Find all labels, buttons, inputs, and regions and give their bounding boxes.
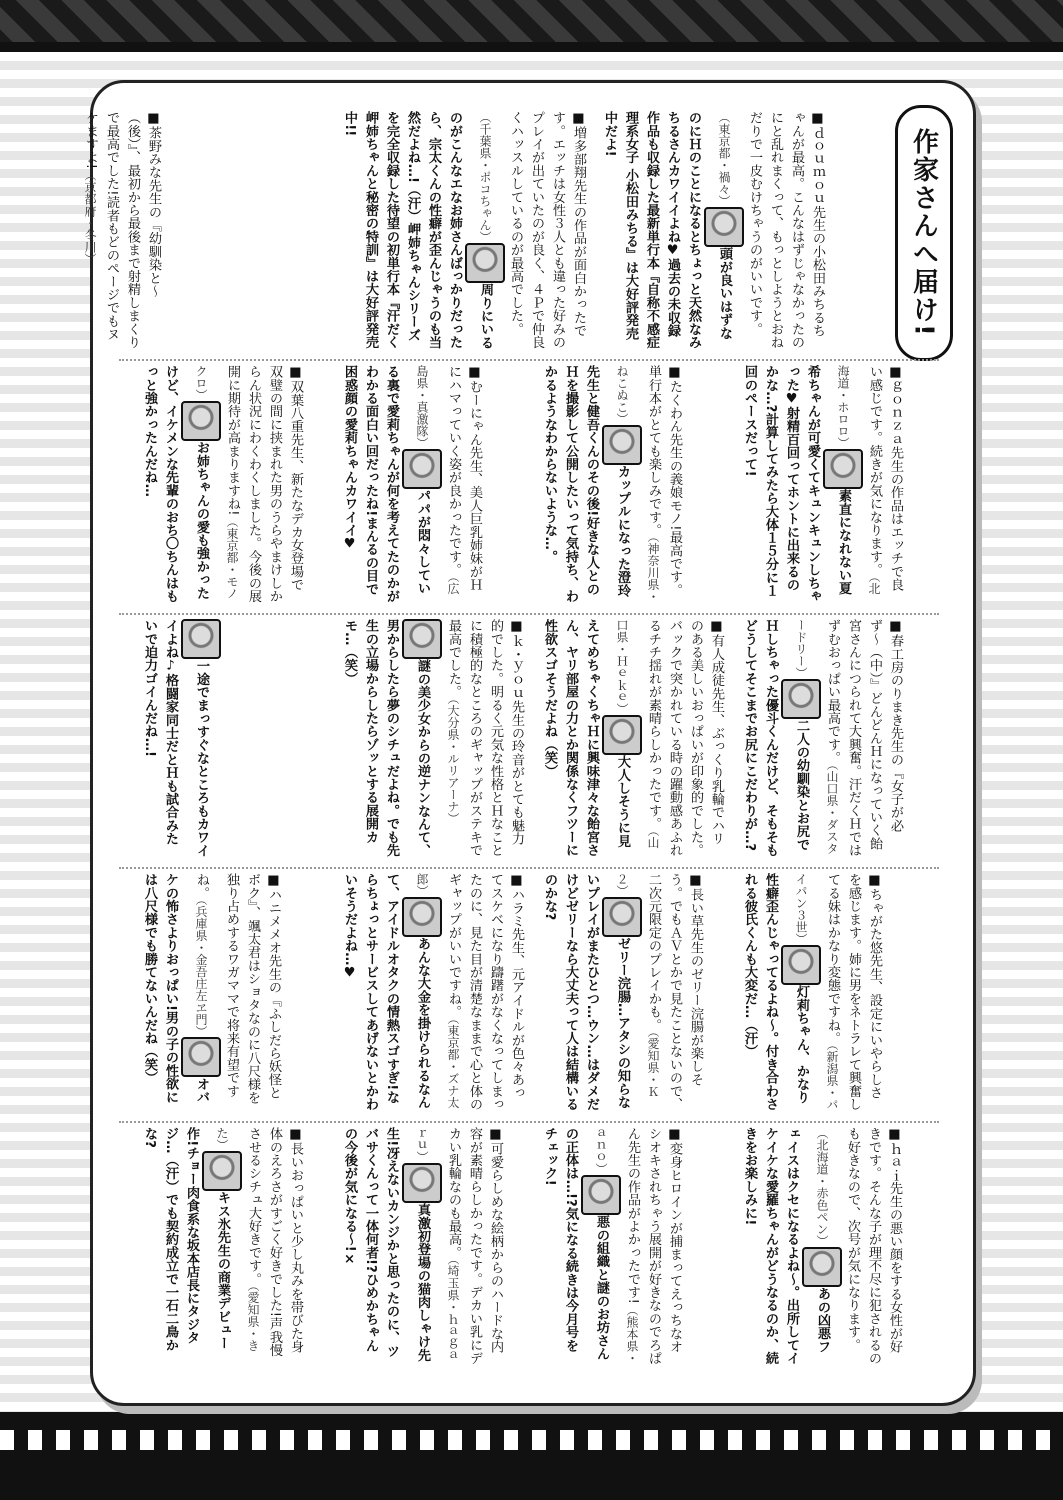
editor-reply: お姉ちゃんの愛も強かったけど、イケメンな先輩のおち〇ちんはもっと強かったんだね… (142, 365, 209, 603)
reader-letter: ■たくわん先生の義娘モノ!最高です。単行本がとても楽しみです。 (646, 365, 682, 597)
top-pattern-band (0, 0, 1063, 52)
reader-signature: （東京都・モノクロ） (194, 365, 239, 600)
letter-text (339, 873, 527, 1111)
letter-entry (339, 111, 589, 355)
letter-entry (739, 1127, 929, 1371)
editor-reply: 悪の組織と謎のお坊さんの正体は…!?気になる続きは今月号をチェック! (542, 1127, 609, 1361)
reader-signature: （兵庫県・金吾庄左ヱ門） (194, 899, 208, 1038)
editor-reply: カップルになった澄玲先生と健吾くんのその後!好きな人とのＨを撮影して公開したいって気持ち、わかるようなわからないような…。 (542, 365, 630, 603)
reader-letter: ■双葉八重先生、新たなデカ女登場で双璧の間に挟まれた男のうらやまけしからん状況にわくわくしました。今後の展開に期待が高まりますね! (225, 365, 303, 603)
letter-text (539, 873, 706, 1111)
letter-text (139, 365, 306, 603)
letters-panel (83, 80, 976, 1406)
letter-entry (739, 619, 929, 863)
editor-avatar-icon (823, 449, 863, 489)
letter-text (739, 365, 906, 603)
letters-row (83, 105, 939, 361)
letter-entry (339, 365, 529, 609)
reader-signature: （京都府・冬川） (83, 169, 97, 266)
reader-signature: （山口県・Ｈｅｋｅ） (615, 619, 660, 849)
reader-signature: （広島県・真激隊） (415, 365, 460, 595)
editor-avatar-icon (181, 401, 221, 441)
editor-reply: 二人の幼馴染とお尻でＨしちゃった優斗くんだけど、そもそもどうしてそこまでお尻にこだわりが…? (742, 619, 809, 857)
letter-entry (539, 873, 729, 1117)
reader-letter: ■茶野みな先生の『幼馴染と〜（後）』、最初から最後まで射精しまくりで最高でした!読者もどのページでもヌケますよ! (83, 111, 161, 349)
letter-text (739, 873, 885, 1111)
editor-reply: 真激初登場の猫肉しゃけ先生!冴えないカンジかと思ったのに、ツバサくんって一体何者!?ひめかちゃんの今後が気になる〜!× (342, 1127, 430, 1362)
letter-entry (539, 365, 729, 609)
letter-text (539, 619, 727, 857)
letter-entry (139, 365, 329, 609)
letter-entry (339, 1127, 529, 1371)
reader-letter: ■増多部翔先生の作品が面白かったです。エッチは女性３人とも違った好みのプレイが出ていたのが良く、４Ｐで仲良くハッスルしているのが最高でした。 (508, 111, 586, 349)
letter-text (339, 111, 589, 349)
reader-letter: ■むーにゃん先生、美人巨乳姉妹がＨにハマっていく姿が良かったです。 (446, 365, 482, 592)
reader-signature: （新潟県・パイパン３世） (794, 873, 839, 1111)
letter-text (139, 619, 221, 857)
editor-avatar-icon (781, 679, 821, 719)
letter-entry (739, 873, 929, 1117)
editor-reply: 謎の美少女からの逆ナンなんて、男からしたら夢のシチュだよね。でも先生の立場からしたらゾッとする展開カモ…（笑） (342, 619, 430, 857)
letters-row (119, 1121, 939, 1375)
reader-signature: （埼玉県・ｈａｇａｒｕ） (415, 1127, 460, 1361)
editor-avatar-icon (181, 619, 221, 659)
letter-entry (139, 873, 329, 1117)
editor-avatar-icon (402, 897, 442, 937)
reader-signature: （愛知県・きた） (215, 1127, 260, 1352)
letter-text (539, 1127, 685, 1365)
letters-grid (83, 105, 939, 1375)
editor-reply: 一途でまっすぐなところもカワイイよね♪格闘家同士だとＨも試合みたいで迫力ゴイんだね…! (142, 619, 209, 857)
editor-reply: あんな大金を掛けられるなんて、アイドルオタクの情熱スゴすぎ!ならちょっとサービスしてあげないとかわいそうだよね…♥ (342, 873, 430, 1111)
editor-reply: 大人しそうに見えてめちゃくちゃＨに興味津々な飴宮さん、ヤリ部屋の力とか関係なくフツーに性欲スゴそうだよね（笑） (542, 619, 630, 857)
editor-avatar-icon (402, 1163, 442, 1203)
editor-reply: 頭が良いはずなのにＨのことになるとちょっと天然なみちるさんカワイイよね♥過去の未収録作品も収録した最新単行本『自称不感症理系女子 小松田みちる』は大好評発売中だよ! (602, 111, 732, 349)
reader-letter: ■春工房のりまき先生の『女子が必ず〜（中）』どんどんＨになっていく飴宮さんにつられて大興奮。汗だくＨではずむおっぱい最高です。 (825, 619, 903, 857)
letter-text (739, 619, 906, 857)
reader-letter: ■ちゃがた悠先生、設定にいやらしさを感じます。姉に男をネトラレて興奮してる妹はかなり変態ですね。 (825, 873, 882, 1111)
letter-text (339, 1127, 506, 1365)
reader-letter: ■ｄｏｕｍｏｕ先生の小松田みちるちゃんが最高。こんなはずじゃなかったのにと乱れまくって、もっとしようとおねだりで一皮むけちゃうのがいいです。 (747, 111, 825, 349)
reader-signature: （熊本県・ａｎｏ） (594, 1127, 639, 1364)
bottom-ticks (0, 1430, 1063, 1450)
reader-signature: （東京都・禍々） (717, 111, 731, 207)
editor-avatar-icon (704, 207, 744, 247)
reader-signature: （北海道・赤色ペン） (815, 1127, 829, 1247)
reader-letter: ■長い草先生のゼリー浣腸が楽しそう。でもＡＶとかで見たことないので、二次元限定のプレイかも。 (646, 873, 703, 1111)
letter-text (79, 111, 164, 349)
letter-entry (599, 111, 849, 355)
reader-letter: ■ハラミ先生、元アイドルが色々あってスケベになり躊躇がなくなってしまったのに、見た目が清楚なままで心と体のギャップがいいですね。 (446, 873, 524, 1111)
editor-avatar-icon (402, 619, 442, 659)
letter-entry (539, 1127, 729, 1371)
reader-letter: ■可愛らしめな絵柄からのハードな内容が素晴らしかったです。デカい乳にデカい乳輪なのも最高。 (446, 1127, 503, 1365)
letter-entry (79, 111, 329, 355)
letter-text (139, 873, 284, 1111)
letter-text (139, 1127, 306, 1365)
letter-text (739, 1127, 905, 1365)
reader-signature: （北海道・ホロロ） (836, 365, 881, 595)
editor-avatar-icon (465, 243, 505, 283)
editor-avatar-icon (602, 715, 642, 755)
reader-letter: ■ｋ・ｙｏｕ先生の玲音がとても魅力的でした。明るく元気な性格とＨなことに積極的なところのギャップがステキで最高でした。 (446, 619, 524, 857)
editor-reply: あの凶悪フェイスはクセになるよね〜。出所してイケイケな愛羅ちゃんがどうなるのか、続きをお楽しみに! (742, 1127, 830, 1365)
editor-reply: キス氷先生の商業デビュー作!チョー肉食系な坂本店長にタジタジ…（汗）でも契約成立で一石二鳥かな? (142, 1127, 230, 1352)
editor-avatar-icon (402, 449, 442, 489)
editor-avatar-icon (202, 1151, 242, 1191)
reader-letter: ■ハニメメオ先生の『ふしだら妖怪とボク』、颯太君はショタなのに八尺様を独り占めするワガママで将来有望ですね。 (194, 873, 281, 1104)
letter-entry (139, 619, 329, 863)
letters-row (119, 613, 939, 869)
editor-avatar-icon (602, 425, 642, 465)
reader-letter: ■ｇｏｎｚａ先生の作品はエッチで良い感じです。続きが気になります。 (867, 365, 903, 592)
letter-entry (339, 873, 529, 1117)
letter-entry (739, 365, 929, 609)
reader-letter: ■変身ヒロインが捕まってえっちなオシオキされちゃう展開が好きなのでろぱん先生の作品がよかったです! (625, 1127, 682, 1365)
reader-signature: （神奈川県・ねこぬこ） (615, 365, 660, 603)
editor-avatar-icon (602, 897, 642, 937)
reader-letter: ■有人成徒先生、ぶっくり乳輪でハリのある美しいおっぱいが印象的でした。バックで突かれている時の躍動感あふれるチチ揺れが素晴らしかったです。 (646, 619, 724, 857)
letters-row (119, 867, 939, 1123)
letter-text (339, 365, 485, 603)
editor-reply: パパが悶々している裏で愛莉ちゃんが何を考えてたのかがわかる面白い回だったね!まんるの目で困惑顔の愛莉ちゃんカワイイ♥ (342, 365, 430, 603)
editor-avatar-icon (781, 945, 821, 985)
letter-text (539, 365, 685, 603)
letter-text (599, 111, 828, 349)
page-title: 作家さんへ届け! (908, 128, 939, 338)
editor-avatar-icon (181, 1037, 221, 1077)
bottom-pattern-band (0, 1412, 1063, 1500)
reader-signature: （千葉県・ポコちゃん） (478, 111, 492, 243)
reader-letter: ■長いおっぱいと少し丸みを帯びた身体のえろさがすごく好きでした!声我慢させるシチュ大好きです。 (246, 1127, 303, 1357)
letters-row (119, 359, 939, 615)
letter-entry (539, 619, 729, 863)
reader-letter: ■ｈａｉ先生の悪い顔をする女性が好きです。そんな子が理不尽に犯されるのも好きなので、次号が気になります。 (845, 1127, 902, 1365)
editor-avatar-icon (802, 1247, 842, 1287)
editor-avatar-icon (581, 1175, 621, 1215)
editor-reply: ゼリー浣腸…アタシの知らないプレイがまたひとつ…ウン…はダメだけどゼリーなら大丈夫って人は結構いるのかな? (542, 873, 630, 1111)
letter-entry (339, 619, 529, 863)
reader-signature: （山口県・ダスタードリー） (794, 619, 839, 855)
reader-signature: （愛知県・Ｋ２） (615, 873, 660, 1098)
editor-reply: 周りにいるのがこんなエなお姉さんばっかりだったら、宗太くんの性癖が歪んじゃうのも当然だよね…!（汗）岬姉ちゃんシリーズを完全収録した待望の初単行本『汗だく岬姉ちゃんと秘密の特訓』は大好評発売中!! (342, 111, 493, 349)
editor-reply: 素直になれない夏希ちゃんが可愛くてキュンキュンしちゃった♥射精百回ってホントに出来るのかな…?計算してみたら大体１５分に１回のペースだって! (742, 365, 851, 603)
letter-text (339, 619, 527, 857)
reader-signature: （東京都・ズナ太郎） (415, 873, 460, 1109)
reader-signature: （大分県・ルリアーナ） (446, 698, 460, 825)
letter-entry (139, 1127, 329, 1371)
editor-reply: オバケの怖さよりおっぱい!男の子の性欲には八尺様でも勝てないんだね（笑） (142, 873, 209, 1104)
editor-reply: 灯莉ちゃん、かなり性癖歪んじゃってるよね〜。付き合わされる彼氏くんも大変だ…（汗） (742, 873, 809, 1111)
